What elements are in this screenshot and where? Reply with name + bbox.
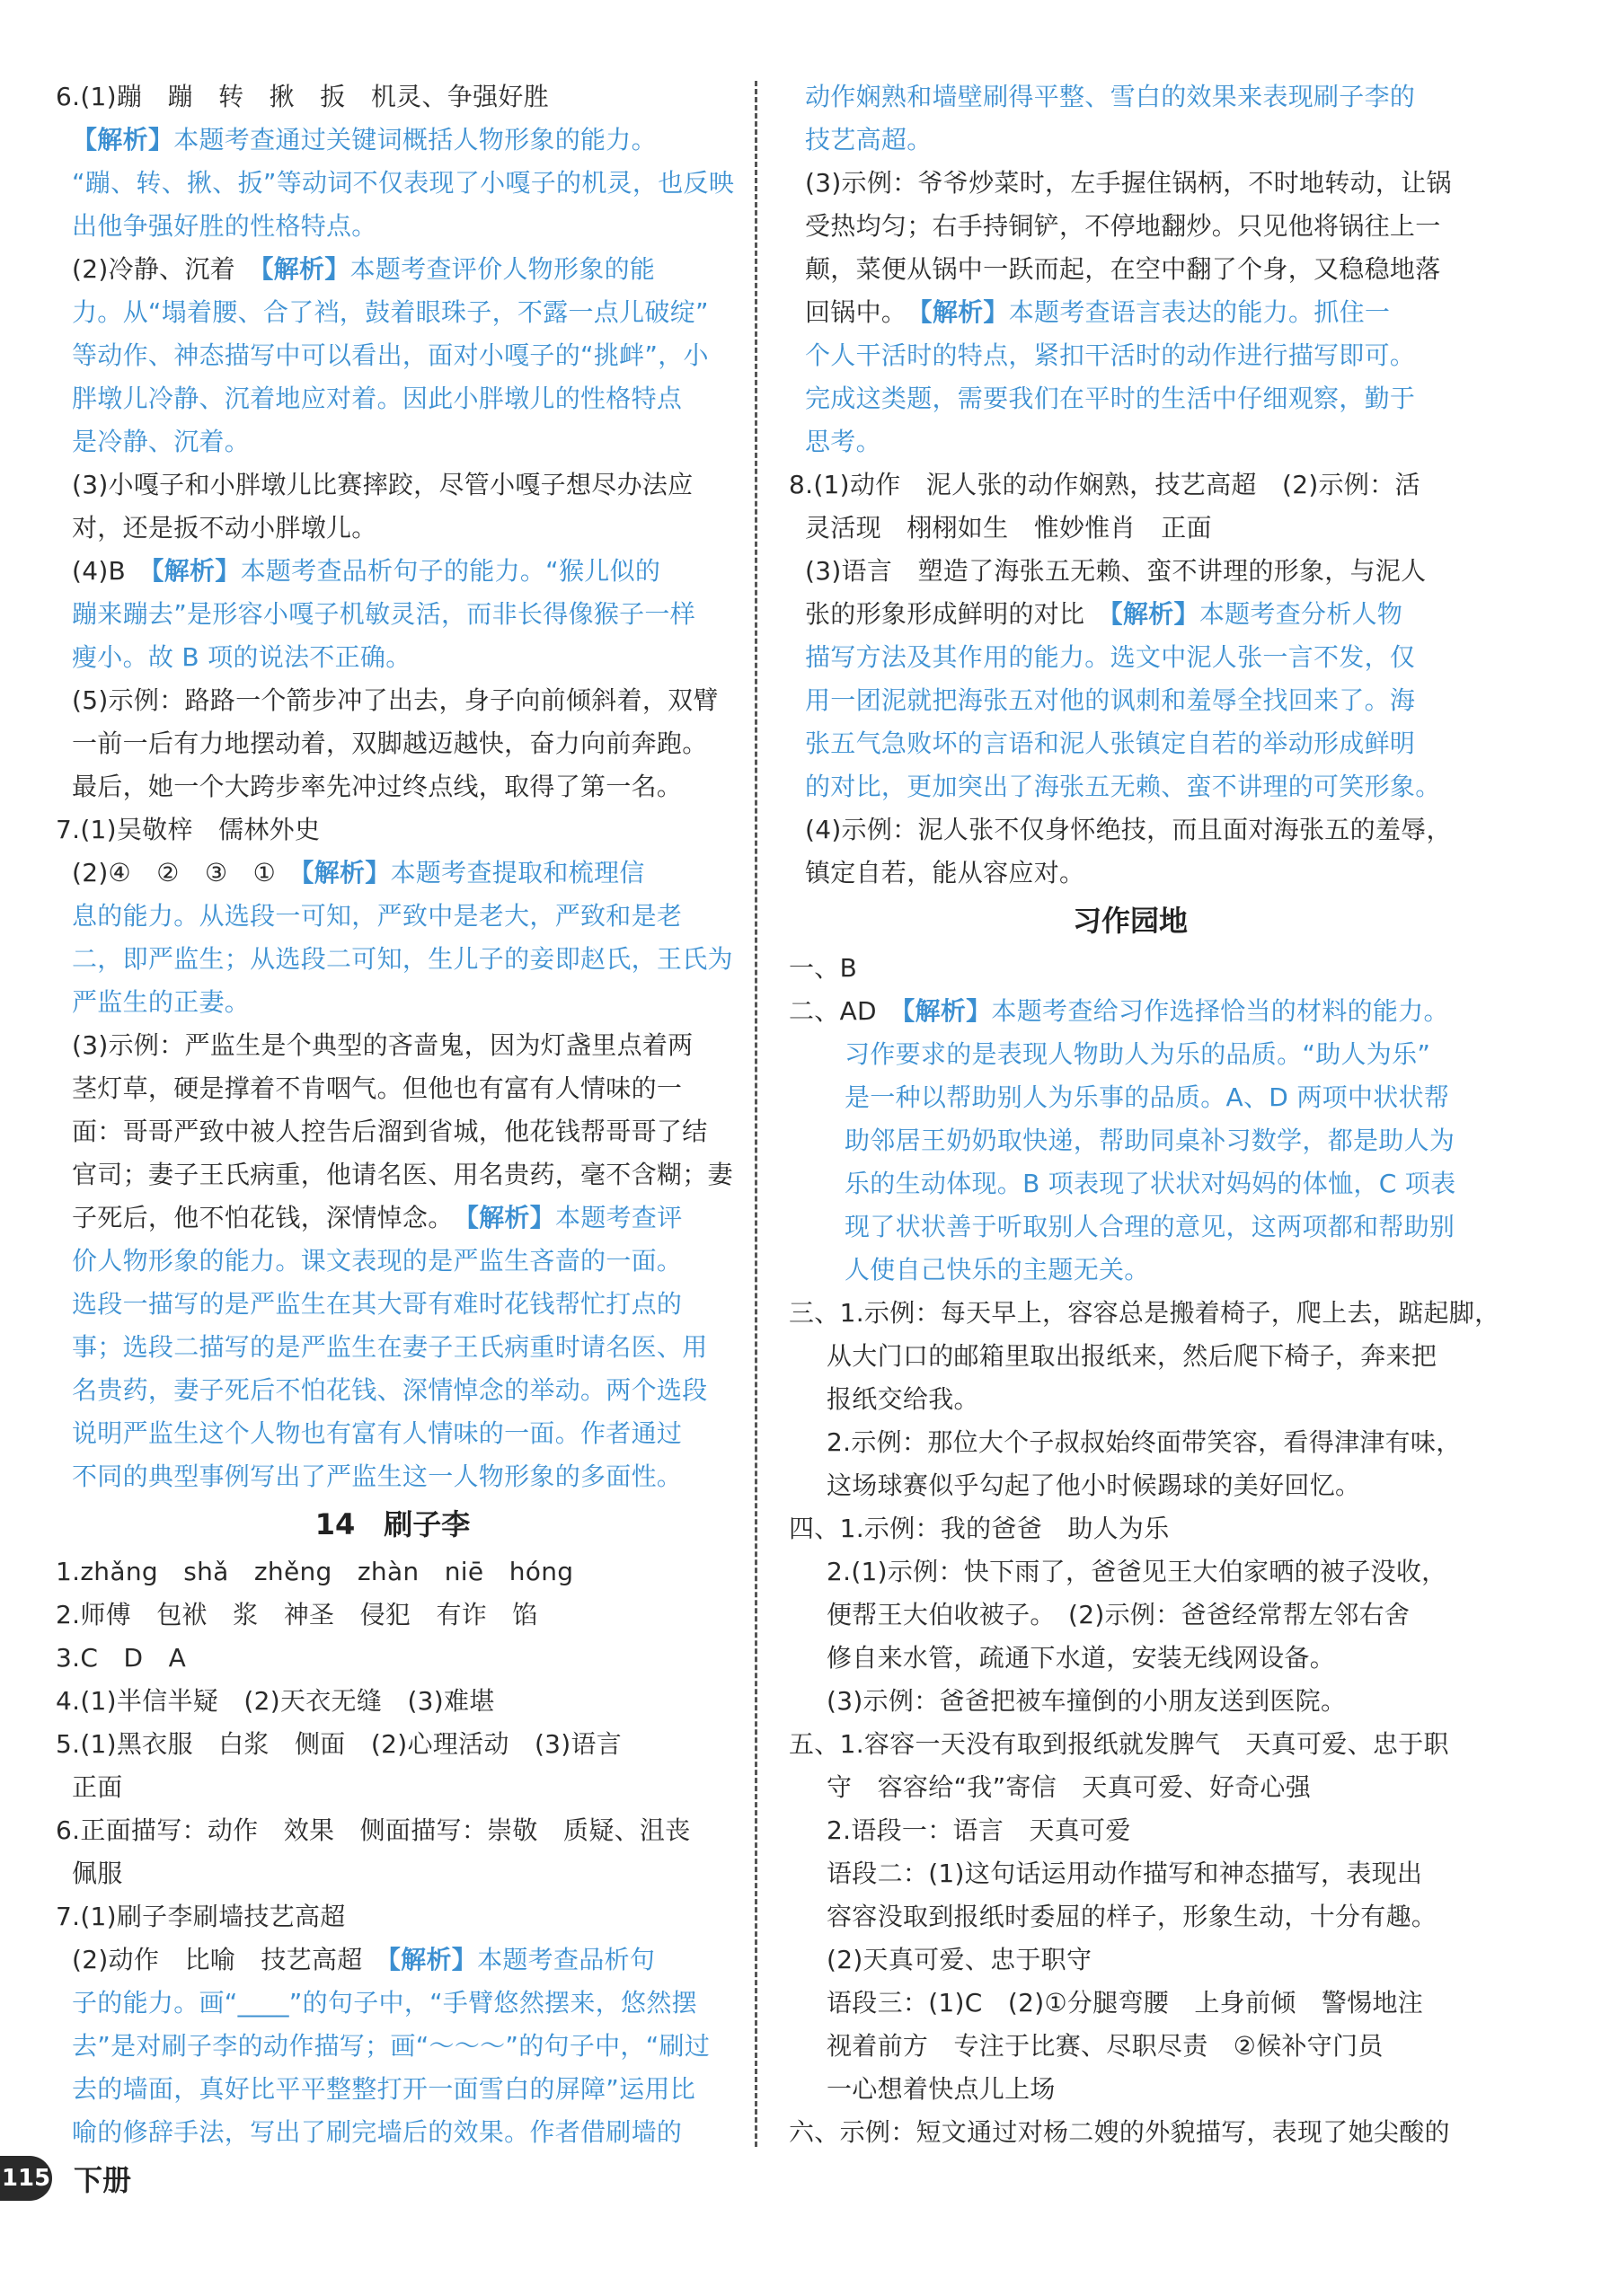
analysis-tag: 【解析】 bbox=[151, 556, 241, 586]
answer-text: 六、示例：短文通过对杨二嫂的外貌描写，表现了她尖酸的 bbox=[789, 2117, 1450, 2147]
text-line bbox=[789, 636, 1472, 679]
text-line bbox=[56, 2025, 730, 2068]
text-line bbox=[789, 248, 1472, 291]
analysis-text: 习作要求的是表现人物助人为乐的品质。“助人为乐” bbox=[845, 1039, 1431, 1069]
answer-text: 修自来水管，疏通下水道，安装无线网设备。 bbox=[827, 1643, 1336, 1673]
text-line bbox=[789, 1162, 1472, 1205]
answer-text: 6.(1)蹦 蹦 转 揪 扳 机灵、争强好胜 bbox=[56, 82, 549, 111]
text-line bbox=[56, 464, 730, 507]
answer-text: 一心想着快点儿上场 bbox=[827, 2074, 1056, 2104]
analysis-tag: 【解析】 bbox=[261, 254, 350, 284]
text-line bbox=[56, 1110, 730, 1153]
answer-text: 2.(1)示例：快下雨了，爸爸见王大伯家晒的被子没收， bbox=[827, 1557, 1447, 1586]
answer-text: 官司；妻子王氏病重，他请名医、用名贵药，毫不含糊；妻 bbox=[72, 1160, 733, 1189]
text-line bbox=[56, 895, 730, 938]
text-line bbox=[56, 1938, 730, 1982]
analysis-text: 喻的修辞手法，写出了刷完墙后的效果。作者借刷墙的 bbox=[72, 2117, 683, 2147]
answer-text: 报纸交给我。 bbox=[827, 1384, 979, 1414]
text-line bbox=[56, 1455, 730, 1498]
text-line bbox=[789, 1594, 1472, 1637]
section-heading: 14 刷子李 bbox=[314, 1507, 471, 1541]
analysis-tag: 【解析】 bbox=[72, 125, 174, 155]
text-line bbox=[56, 1550, 730, 1594]
analysis-text: 严监生的正妻。 bbox=[72, 987, 251, 1017]
analysis-text: 本题考查评 bbox=[555, 1203, 683, 1232]
analysis-text: 动作娴熟和墙壁刷得平整、雪白的效果来表现刷子李的 bbox=[805, 82, 1416, 111]
answer-text: 这场球赛似乎勾起了他小时候踢球的美好回忆。 bbox=[827, 1470, 1361, 1500]
text-line bbox=[789, 507, 1472, 550]
text-line bbox=[789, 377, 1472, 420]
right-column bbox=[789, 75, 1500, 2154]
text-line bbox=[56, 1153, 733, 1197]
answer-text: 7.(1)刷子李刷墙技艺高超 bbox=[56, 1902, 346, 1931]
text-line bbox=[789, 2068, 1472, 2111]
answer-text: 三、1.示例：每天早上，容容总是搬着椅子，爬上去，踮起脚， bbox=[789, 1298, 1500, 1328]
answer-text: 2.语段一：语言 天真可爱 bbox=[827, 1815, 1131, 1845]
answer-text: 视着前方 专注于比赛、尽职尽责 ②候补守门员 bbox=[827, 2031, 1384, 2061]
text-line bbox=[56, 852, 730, 895]
analysis-tag: 【解析】 bbox=[902, 996, 992, 1026]
text-line bbox=[56, 938, 733, 981]
text-line bbox=[56, 1809, 730, 1852]
column-divider bbox=[755, 81, 757, 2147]
answer-text: (2)④ ② ③ ① bbox=[72, 858, 302, 887]
analysis-text: 本题考查品析句子的能力。“猴儿似的 bbox=[240, 556, 661, 586]
text-line bbox=[789, 162, 1472, 205]
analysis-tag: 【解析】 bbox=[301, 858, 391, 887]
text-line bbox=[56, 1594, 730, 1637]
analysis-text: 蹦来蹦去”是形容小嘎子机敏灵活，而非长得像猴子一样 bbox=[72, 599, 696, 629]
analysis-text: 息的能力。从选段一可知，严致中是老大，严致和是老 bbox=[72, 901, 683, 931]
analysis-text: 思考。 bbox=[805, 427, 881, 456]
answer-text: (2)动作 比喻 技艺高超 bbox=[72, 1945, 388, 1974]
analysis-text: 瘦小。故 B 项的说法不正确。 bbox=[72, 642, 411, 672]
text-line bbox=[789, 1895, 1472, 1938]
answer-text: 正面 bbox=[72, 1772, 123, 1802]
analysis-text: 本题考查评价人物形象的能 bbox=[349, 254, 656, 284]
text-line bbox=[789, 765, 1472, 808]
answer-text: (2)冷静、沉着 bbox=[72, 254, 261, 284]
answer-text: 守 容容给“我”寄信 天真可爱、好奇心强 bbox=[827, 1772, 1312, 1802]
text-line bbox=[789, 722, 1472, 765]
analysis-text: 本题考查语言表达的能力。抓住一 bbox=[1008, 297, 1391, 327]
analysis-text: 选段一描写的是严监生在其大哥有难时花钱帮忙打点的 bbox=[72, 1289, 683, 1319]
analysis-tag: 【解析】 bbox=[465, 1203, 556, 1232]
text-line bbox=[56, 1024, 730, 1067]
answer-text: (3)小嘎子和小胖墩儿比赛摔跤，尽管小嘎子想尽办法应 bbox=[72, 470, 694, 499]
text-line bbox=[56, 291, 730, 334]
text-line bbox=[789, 990, 1472, 1033]
text-line bbox=[789, 1507, 1472, 1550]
text-line bbox=[56, 1240, 730, 1283]
analysis-text: 本题考查通过关键词概括人物形象的能力。 bbox=[173, 125, 657, 155]
text-line bbox=[789, 808, 1472, 852]
answer-text: 容容没取到报纸时委屈的样子，形象生动，十分有趣。 bbox=[827, 1902, 1437, 1931]
text-line bbox=[56, 205, 730, 248]
answer-text: (3)语言 塑造了海张五无赖、蛮不讲理的形象，与泥人 bbox=[805, 556, 1427, 586]
answer-text: 2.师傅 包袱 浆 神圣 侵犯 有诈 馅 bbox=[56, 1600, 538, 1629]
analysis-text: 本题考查给习作选择恰当的材料的能力。 bbox=[991, 996, 1449, 1026]
text-line bbox=[56, 1326, 730, 1369]
answer-text: 7.(1)吴敬梓 儒林外史 bbox=[56, 815, 321, 844]
text-line bbox=[56, 808, 730, 852]
text-line bbox=[56, 2068, 730, 2111]
answer-text: 镇定自若，能从容应对。 bbox=[805, 858, 1085, 887]
text-line bbox=[789, 119, 1472, 162]
answer-text: 四、1.示例：我的爸爸 助人为乐 bbox=[789, 1514, 1170, 1543]
analysis-text: 等动作、神态描写中可以看出，面对小嘎子的“挑衅”，小 bbox=[72, 340, 709, 370]
answer-text: 灵活现 栩栩如生 惟妙惟肖 正面 bbox=[805, 513, 1212, 543]
text-line bbox=[56, 550, 730, 593]
text-line bbox=[56, 1895, 730, 1938]
answer-text: 从大门口的邮箱里取出报纸来，然后爬下椅子，奔来把 bbox=[827, 1341, 1437, 1371]
text-line bbox=[56, 162, 735, 205]
answer-text: 受热均匀；右手持铜铲，不停地翻炒。只见他将锅往上一 bbox=[805, 211, 1441, 241]
text-line bbox=[56, 377, 730, 420]
answer-text: 子死后，他不怕花钱，深情悼念。 bbox=[72, 1203, 466, 1232]
analysis-text: 不同的典型事例写出了严监生这一人物形象的多面性。 bbox=[72, 1461, 683, 1491]
text-line bbox=[789, 1335, 1472, 1378]
text-line bbox=[56, 1852, 730, 1895]
text-line bbox=[56, 334, 730, 377]
text-line bbox=[56, 593, 730, 636]
answer-text: 张的形象形成鲜明的对比 bbox=[805, 599, 1110, 629]
text-line bbox=[56, 75, 730, 119]
answer-text: (3)示例：爷爷炒菜时，左手握住锅柄，不时地转动，让锅 bbox=[805, 168, 1452, 198]
answer-text: 佩服 bbox=[72, 1859, 123, 1888]
text-line bbox=[789, 1680, 1472, 1723]
text-line bbox=[789, 1550, 1472, 1594]
analysis-text: 助邻居王奶奶取快递，帮助同桌补习数学，都是助人为 bbox=[845, 1126, 1455, 1155]
analysis-text: 的对比，更加突出了海张五无赖、蛮不讲理的可笑形象。 bbox=[805, 772, 1441, 801]
analysis-text: 完成这类题，需要我们在平时的生活中仔细观察，勤于 bbox=[805, 384, 1416, 413]
answer-text: 6.正面描写：动作 效果 侧面描写：崇敬 质疑、沮丧 bbox=[56, 1815, 691, 1845]
analysis-text: 本题考查分析人物 bbox=[1199, 599, 1403, 629]
text-line bbox=[789, 464, 1472, 507]
text-line bbox=[789, 1464, 1472, 1507]
analysis-text: 本题考查品析句 bbox=[477, 1945, 656, 1974]
text-line bbox=[789, 1421, 1472, 1464]
text-line bbox=[789, 1809, 1472, 1852]
volume-label: 下册 bbox=[74, 2163, 132, 2197]
section-heading: 习作园地 bbox=[1072, 904, 1188, 938]
answer-text: 便帮王大伯收被子。 (2)示例：爸爸经常帮左邻右舍 bbox=[827, 1600, 1411, 1629]
analysis-text: 乐的生动体现。B 项表现了状状对妈妈的体恤，C 项表 bbox=[845, 1169, 1456, 1198]
text-line bbox=[789, 1378, 1472, 1421]
answer-text: 8.(1)动作 泥人张的动作娴熟，技艺高超 (2)示例：活 bbox=[789, 470, 1420, 499]
text-line bbox=[789, 1076, 1472, 1119]
text-line bbox=[789, 1205, 1472, 1249]
analysis-text: 本题考查提取和梳理信 bbox=[390, 858, 645, 887]
analysis-text: 描写方法及其作用的能力。选文中泥人张一言不发，仅 bbox=[805, 642, 1416, 672]
analysis-text: 张五气急败坏的言语和泥人张镇定自若的举动形成鲜明 bbox=[805, 729, 1416, 758]
analysis-text: 去”是对刷子李的动作描写；画“～～～”的句子中，“刷过 bbox=[72, 2031, 711, 2061]
text-line bbox=[56, 1637, 730, 1680]
answer-text: (4)B bbox=[72, 556, 152, 586]
text-line bbox=[789, 1033, 1472, 1076]
text-line bbox=[56, 2111, 730, 2154]
answer-text: 对，还是扳不动小胖墩儿。 bbox=[72, 513, 377, 543]
text-line bbox=[56, 765, 730, 808]
answer-text: 3.C D A bbox=[56, 1643, 187, 1673]
analysis-text: 技艺高超。 bbox=[805, 125, 933, 155]
answer-text: (2)天真可爱、忠于职守 bbox=[827, 1945, 1092, 1974]
text-line bbox=[789, 75, 1472, 119]
text-line bbox=[789, 1637, 1472, 1680]
analysis-text: 现了状状善于听取别人合理的意见，这两项都和帮助别 bbox=[845, 1212, 1455, 1241]
answer-text: 4.(1)半信半疑 (2)天衣无缝 (3)难堪 bbox=[56, 1686, 495, 1716]
answer-text: (4)示例：泥人张不仅身怀绝技，而且面对海张五的羞辱， bbox=[805, 815, 1452, 844]
text-line bbox=[56, 119, 730, 162]
answer-text: 面：哥哥严致中被人控告后溜到省城，他花钱帮哥哥了结 bbox=[72, 1117, 708, 1146]
analysis-tag: 【解析】 bbox=[1110, 599, 1199, 629]
answer-text: 语段二：(1)这句话运用动作描写和神态描写，表现出 bbox=[827, 1859, 1423, 1888]
answer-text: 2.示例：那位大个子叔叔始终面带笑容，看得津津有味， bbox=[827, 1427, 1462, 1457]
analysis-text: 子的能力。画“____”的句子中，“手臂悠然摆来，悠然摆 bbox=[72, 1988, 697, 2018]
analysis-tag: 【解析】 bbox=[919, 297, 1009, 327]
text-line bbox=[789, 2025, 1472, 2068]
answer-text: 5.(1)黑衣服 白浆 侧面 (2)心理活动 (3)语言 bbox=[56, 1729, 623, 1759]
analysis-text: 胖墩儿冷静、沉着地应对着。因此小胖墩儿的性格特点 bbox=[72, 384, 683, 413]
text-line bbox=[789, 1119, 1472, 1162]
text-line bbox=[56, 1197, 730, 1240]
answer-text: 最后，她一个大跨步率先冲过终点线，取得了第一名。 bbox=[72, 772, 683, 801]
answer-text: 回锅中。 bbox=[805, 297, 920, 327]
analysis-text: 是一种以帮助别人为乐事的品质。A、D 两项中状状帮 bbox=[845, 1082, 1450, 1112]
analysis-tag: 【解析】 bbox=[387, 1945, 478, 1974]
answer-text: 一、B bbox=[789, 953, 858, 983]
text-line bbox=[789, 1852, 1472, 1895]
text-line bbox=[789, 1766, 1472, 1809]
text-line bbox=[56, 722, 730, 765]
text-line bbox=[789, 291, 1472, 334]
text-line bbox=[789, 1249, 1472, 1292]
answer-text: (3)示例：爸爸把被车撞倒的小朋友送到医院。 bbox=[827, 1686, 1347, 1716]
text-line bbox=[56, 1067, 730, 1110]
answer-text: 颠，菜便从锅中一跃而起，在空中翻了个身，又稳稳地落 bbox=[805, 254, 1441, 284]
text-line bbox=[789, 1292, 1500, 1335]
text-line bbox=[56, 1982, 730, 2025]
text-line bbox=[56, 981, 730, 1024]
analysis-text: 二，即严监生；从选段二可知，生儿子的妾即赵氏，王氏为 bbox=[72, 944, 733, 974]
text-line bbox=[56, 1283, 730, 1326]
analysis-text: 说明严监生这个人物也有富有人情味的一面。作者通过 bbox=[72, 1418, 683, 1448]
analysis-text: 价人物形象的能力。课文表现的是严监生吝啬的一面。 bbox=[72, 1246, 683, 1276]
text-line bbox=[56, 1723, 730, 1766]
text-line bbox=[789, 420, 1472, 464]
text-line bbox=[56, 636, 730, 679]
answer-text: (5)示例：路路一个箭步冲了出去，身子向前倾斜着，双臂 bbox=[72, 685, 719, 715]
text-line bbox=[56, 679, 730, 722]
text-line bbox=[56, 507, 730, 550]
text-line bbox=[789, 1723, 1472, 1766]
page-footer bbox=[0, 2151, 131, 2205]
answer-text: 二、AD bbox=[789, 996, 903, 1026]
answer-text: 语段三：(1)C (2)①分腿弯腰 上身前倾 警惕地注 bbox=[827, 1988, 1424, 2018]
text-line bbox=[789, 334, 1472, 377]
analysis-text: 个人干活时的特点，紧扣干活时的动作进行描写即可。 bbox=[805, 340, 1416, 370]
analysis-text: 力。从“塌着腰、合了裆，鼓着眼珠子，不露一点儿破绽” bbox=[72, 297, 709, 327]
text-line bbox=[789, 2111, 1472, 2154]
text-line bbox=[789, 550, 1472, 593]
analysis-text: “蹦、转、揪、扳”等动词不仅表现了小嘎子的机灵，也反映 bbox=[72, 168, 735, 198]
left-column bbox=[56, 75, 735, 2154]
answer-text: 一前一后有力地摆动着，双脚越迈越快，奋力向前奔跑。 bbox=[72, 729, 708, 758]
analysis-text: 是冷静、沉着。 bbox=[72, 427, 251, 456]
analysis-text: 出他争强好胜的性格特点。 bbox=[72, 211, 377, 241]
analysis-text: 事；选段二描写的是严监生在妻子王氏病重时请名医、用 bbox=[72, 1332, 708, 1362]
answer-text: (3)示例：严监生是个典型的吝啬鬼，因为灯盏里点着两 bbox=[72, 1030, 694, 1060]
answer-text: 1.zhǎng shǎ zhěng zhàn niē hóng bbox=[56, 1557, 574, 1586]
analysis-text: 去的墙面，真好比平平整整打开一面雪白的屏障”运用比 bbox=[72, 2074, 696, 2104]
text-line bbox=[789, 1982, 1472, 2025]
text-line bbox=[56, 1766, 730, 1809]
text-line bbox=[789, 679, 1472, 722]
analysis-text: 名贵药，妻子死后不怕花钱、深情悼念的举动。两个选段 bbox=[72, 1375, 708, 1405]
text-line bbox=[789, 205, 1472, 248]
answer-text: 五、1.容容一天没有取到报纸就发脾气 天真可爱、忠于职 bbox=[789, 1729, 1449, 1759]
page-number: 115 bbox=[0, 2156, 52, 2201]
text-line bbox=[56, 248, 730, 291]
text-line bbox=[789, 947, 1472, 990]
text-line bbox=[56, 1680, 730, 1723]
answer-text: 茎灯草，硬是撑着不肯咽气。但他也有富有人情味的一 bbox=[72, 1073, 683, 1103]
text-line bbox=[56, 1412, 730, 1455]
text-line bbox=[56, 1369, 730, 1412]
text-line bbox=[56, 420, 730, 464]
analysis-text: 用一团泥就把海张五对他的讽刺和羞辱全找回来了。海 bbox=[805, 685, 1416, 715]
analysis-text: 人使自己快乐的主题无关。 bbox=[845, 1255, 1150, 1285]
text-line bbox=[789, 1938, 1472, 1982]
text-line bbox=[789, 593, 1472, 636]
text-line bbox=[789, 852, 1472, 895]
